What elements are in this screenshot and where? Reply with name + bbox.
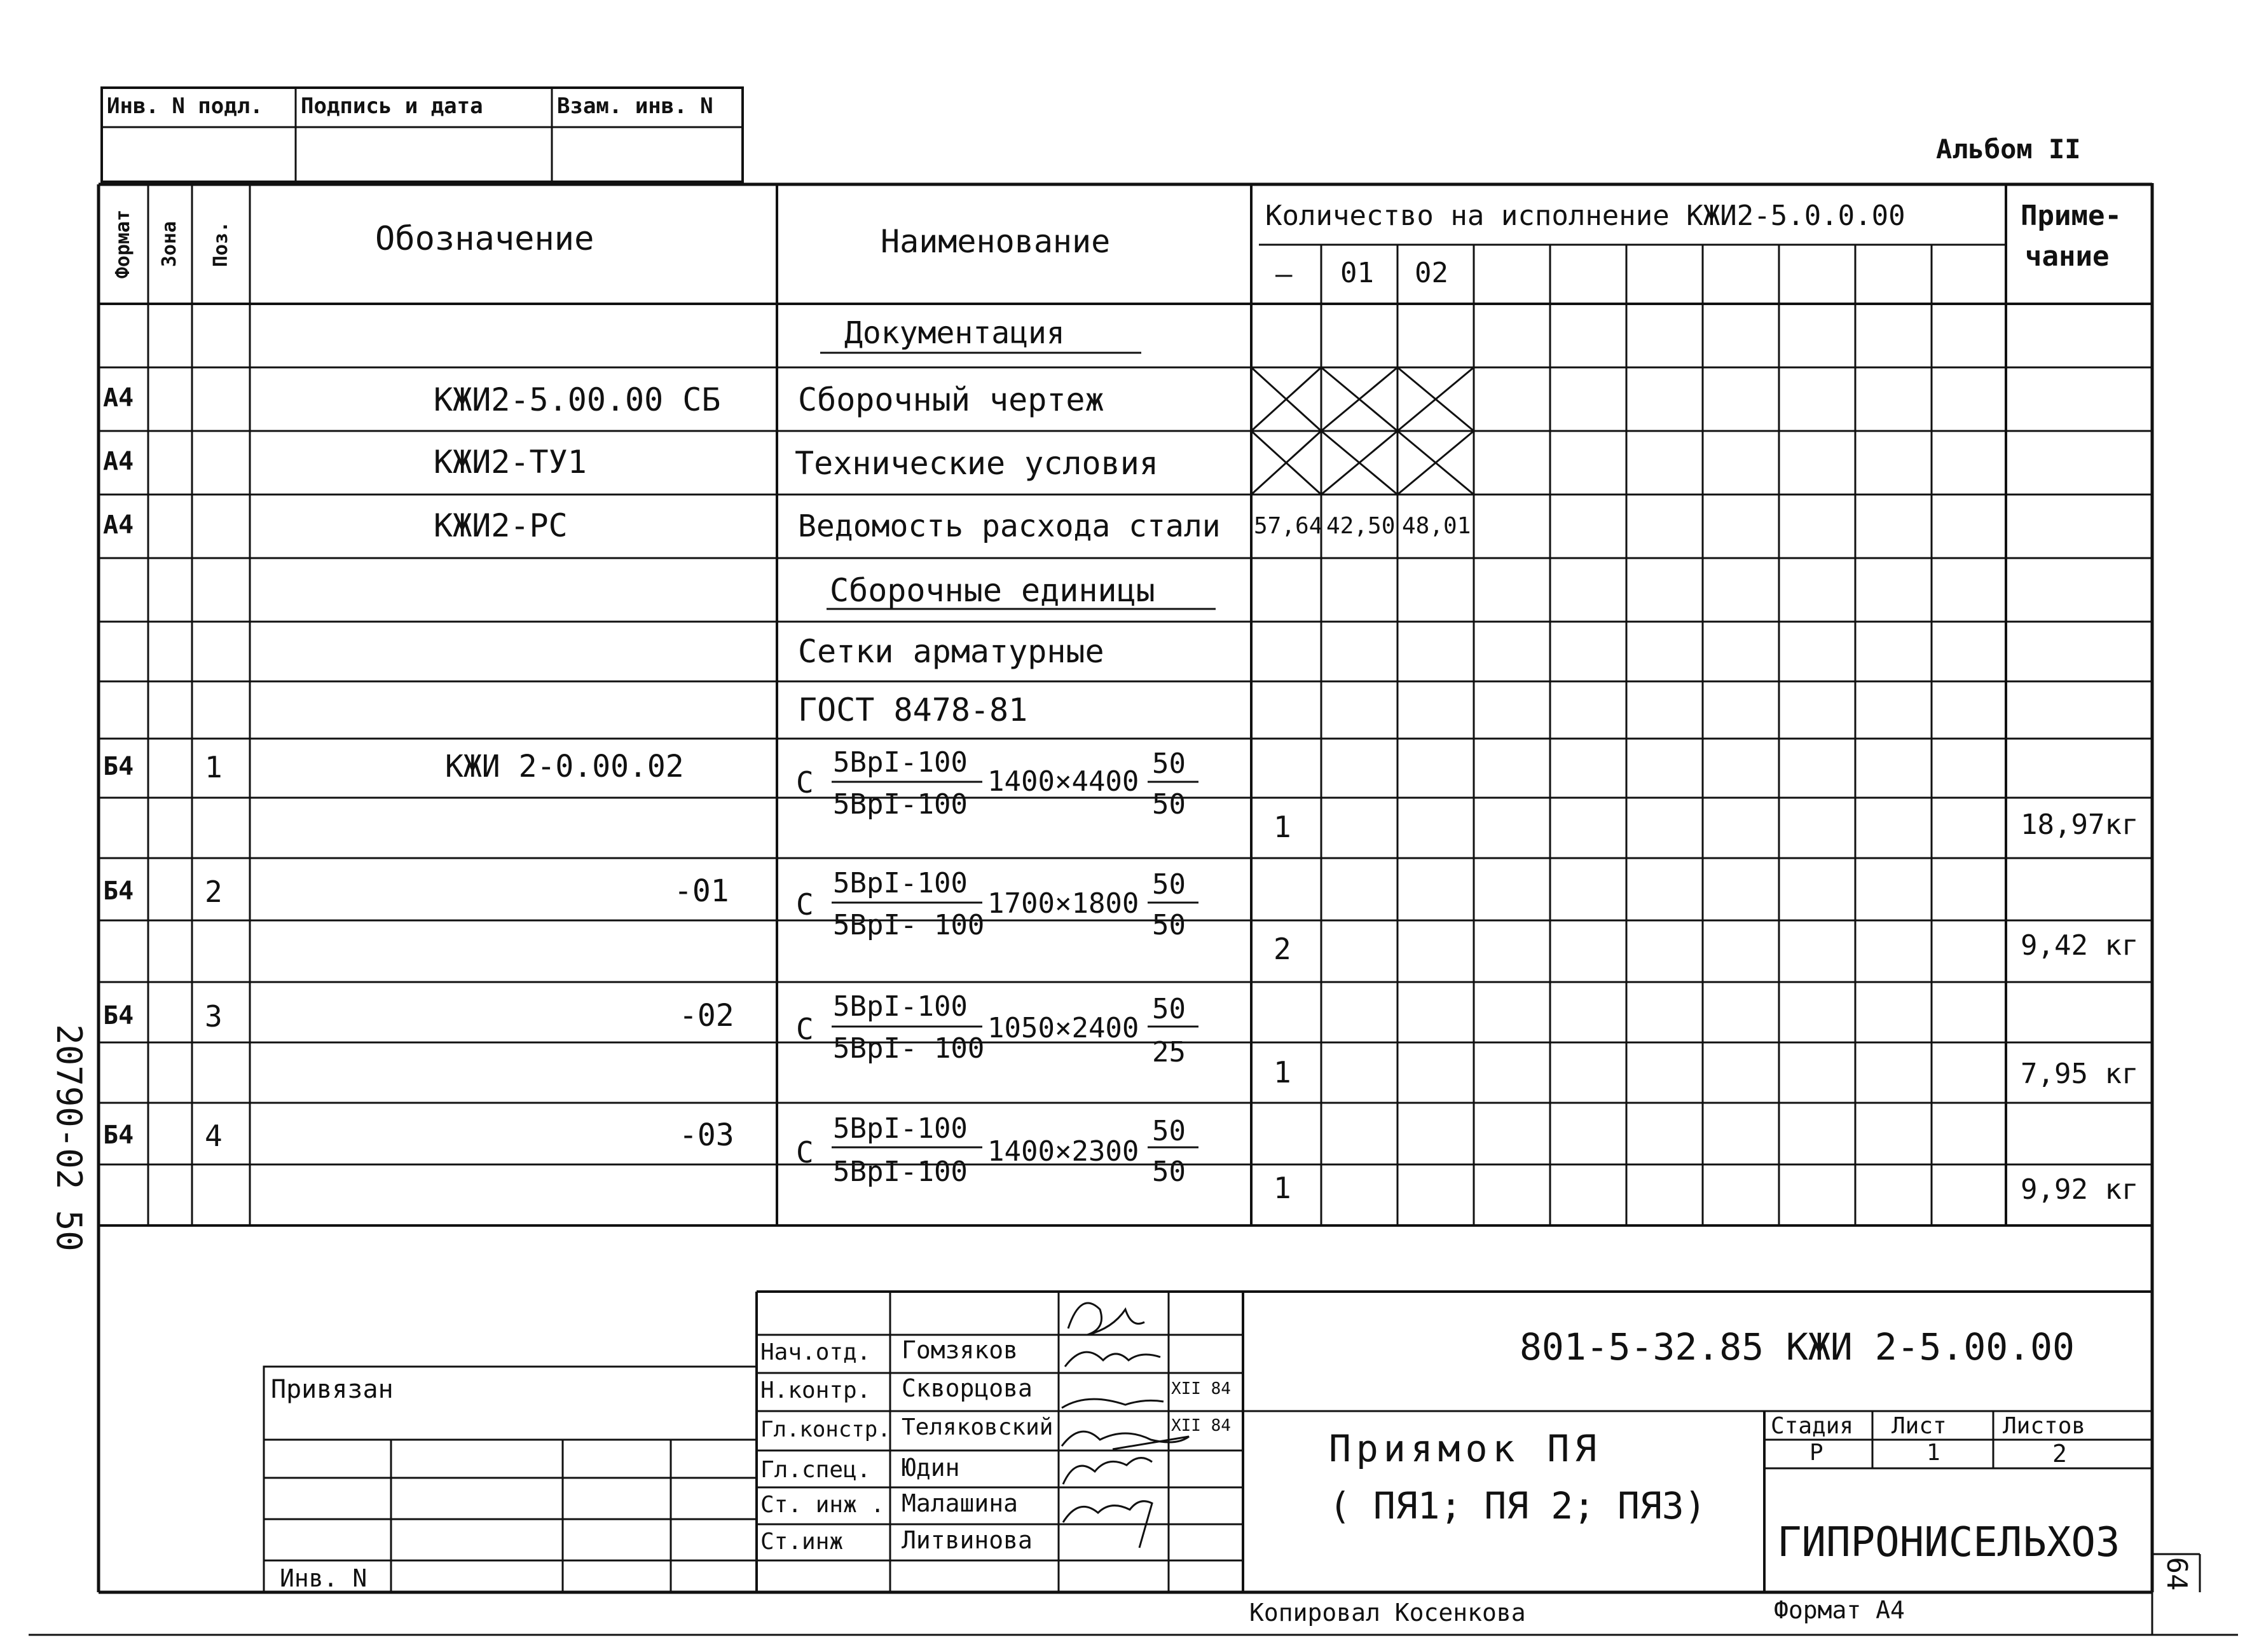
person-name-5: Литвинова <box>902 1526 1033 1554</box>
row2-name: Технические условия <box>795 445 1158 482</box>
page-number: 64 <box>2160 1557 2193 1591</box>
list-label: Лист <box>1892 1413 1947 1439</box>
listov-label: Листов <box>2003 1413 2086 1439</box>
item2-poz: 2 <box>205 875 223 909</box>
album-label: Альбом II <box>1936 133 2081 165</box>
row3-oboz: КЖИ2-РС <box>434 507 568 544</box>
section-documentation: Документация <box>844 315 1065 351</box>
item1-qty: 1 <box>1274 810 1291 844</box>
item1-b: 50 <box>1152 788 1186 821</box>
stadiya-value: Р <box>1809 1440 1823 1466</box>
person-name-2: Теляковский <box>902 1414 1054 1440</box>
drawing-title-2: ( ПЯ1; ПЯ 2; ПЯ3) <box>1329 1484 1706 1527</box>
item1-format: Б4 <box>103 752 134 781</box>
col-naimenovanie: Наименование <box>881 223 1111 260</box>
podpis-label: Подпись и дата <box>301 93 483 119</box>
row1-oboz: КЖИ2-5.00.00 СБ <box>434 381 721 418</box>
privyazan-label: Привязан <box>271 1375 394 1404</box>
signatures <box>1062 1303 1189 1548</box>
person-name-0: Гомзяков <box>902 1336 1019 1364</box>
item4-c: С <box>796 1135 814 1170</box>
person-name-1: Скворцова <box>902 1374 1033 1402</box>
item3-num: 5ВрI-100 <box>833 990 968 1023</box>
person-date-1: XII 84 <box>1171 1379 1231 1398</box>
row3-q2: 48,01 <box>1402 513 1471 539</box>
item4-poz: 4 <box>205 1119 223 1153</box>
drawing-title-1: Приямок ПЯ <box>1329 1427 1602 1470</box>
col-poz: Поз. <box>210 221 232 268</box>
section-assembly: Сборочные единицы <box>830 572 1155 609</box>
item2-dims: 1700×1800 <box>987 887 1139 920</box>
person-date-2: XII 84 <box>1171 1416 1231 1435</box>
format-label: Формат А4 <box>1774 1596 1905 1624</box>
list-value: 1 <box>1926 1440 1940 1466</box>
inv-no-label: Инв. N <box>280 1564 367 1592</box>
listov-value: 2 <box>2052 1440 2067 1468</box>
organization: ГИПРОНИСЕЛЬХОЗ <box>1777 1519 2120 1566</box>
row3-q0: 57,64 <box>1254 513 1323 539</box>
stadiya-label: Стадия <box>1771 1413 1854 1439</box>
item2-num: 5ВрI-100 <box>833 867 968 899</box>
col-primechanie-1: Приме- <box>2021 200 2122 232</box>
item2-qty: 2 <box>1274 932 1291 966</box>
col-format: Формат <box>112 209 134 279</box>
person-role-3: Гл.спец. <box>760 1457 871 1483</box>
side-stamp: 20790-02 50 <box>49 1024 89 1252</box>
item2-den: 5ВрI- 100 <box>833 909 985 941</box>
item3-a: 50 <box>1152 993 1186 1025</box>
row3-name: Ведомость расхода стали <box>798 509 1221 544</box>
item1-poz: 1 <box>205 750 223 784</box>
item4-num: 5ВрI-100 <box>833 1112 968 1145</box>
gost-label: ГОСТ 8478-81 <box>798 692 1028 728</box>
item3-poz: 3 <box>205 999 223 1034</box>
person-role-2: Гл.констр. <box>760 1417 891 1442</box>
document-code: 801-5-32.85 КЖИ 2-5.00.00 <box>1520 1325 2075 1369</box>
person-role-5: Ст.инж <box>760 1529 844 1555</box>
item3-qty: 1 <box>1274 1055 1291 1089</box>
col-kolichestvo: Количество на исполнение КЖИ2-5.0.0.00 <box>1265 200 1905 232</box>
item1-num: 5ВрI-100 <box>833 746 968 779</box>
item2-b: 50 <box>1152 909 1186 941</box>
col-variant-2: 02 <box>1415 257 1448 289</box>
item4-den: 5ВрI-100 <box>833 1156 968 1188</box>
row2-oboz: КЖИ2-ТУ1 <box>434 444 587 481</box>
item2-mass: 9,42 кг <box>2021 929 2139 962</box>
item3-b: 25 <box>1152 1036 1186 1068</box>
col-variant-1: 01 <box>1340 257 1374 289</box>
item3-dims: 1050×2400 <box>987 1012 1139 1044</box>
col-primechanie-2: чание <box>2025 240 2110 273</box>
item4-qty: 1 <box>1274 1171 1291 1205</box>
item4-oboz: -03 <box>679 1117 734 1153</box>
item1-dims: 1400×4400 <box>987 765 1139 798</box>
item2-format: Б4 <box>103 877 134 906</box>
item3-c: С <box>796 1012 814 1046</box>
item1-oboz: КЖИ 2-0.00.02 <box>445 749 684 784</box>
item4-b: 50 <box>1152 1156 1186 1188</box>
row1-name: Сборочный чертеж <box>798 381 1104 418</box>
item3-mass: 7,95 кг <box>2021 1058 2139 1090</box>
person-role-1: Н.контр. <box>760 1377 871 1403</box>
row3-q1: 42,50 <box>1326 513 1396 539</box>
item2-a: 50 <box>1152 868 1186 901</box>
person-role-0: Нач.отд. <box>760 1339 871 1365</box>
item1-den: 5ВрI-100 <box>833 788 968 821</box>
item2-oboz: -01 <box>674 873 729 909</box>
row3-format: А4 <box>103 510 134 540</box>
item1-c: С <box>796 765 814 800</box>
inv-podl-label: Инв. N подл. <box>107 93 263 119</box>
setki-label: Сетки арматурные <box>798 633 1104 670</box>
vzam-label: Взам. инв. N <box>557 93 713 119</box>
item4-mass: 9,92 кг <box>2021 1173 2139 1206</box>
copied-by: Копировал Косенкова <box>1249 1599 1526 1627</box>
item1-mass: 18,97кг <box>2021 809 2139 841</box>
row1-format: А4 <box>103 383 134 413</box>
item4-a: 50 <box>1152 1115 1186 1147</box>
person-role-4: Ст. инж . <box>760 1492 885 1518</box>
item4-dims: 1400×2300 <box>987 1135 1139 1168</box>
col-zona: Зона <box>158 221 181 268</box>
item2-c: С <box>796 887 814 922</box>
col-variant-0: — <box>1275 258 1293 290</box>
item3-den: 5ВрI- 100 <box>833 1032 985 1065</box>
item3-oboz: -02 <box>679 998 734 1034</box>
item4-format: Б4 <box>103 1121 134 1150</box>
col-oboznachenie: Обозначение <box>375 220 594 258</box>
item3-format: Б4 <box>103 1001 134 1030</box>
row2-format: А4 <box>103 447 134 476</box>
item1-a: 50 <box>1152 747 1186 780</box>
person-name-4: Малашина <box>902 1489 1019 1517</box>
person-name-3: Юдин <box>902 1454 960 1482</box>
